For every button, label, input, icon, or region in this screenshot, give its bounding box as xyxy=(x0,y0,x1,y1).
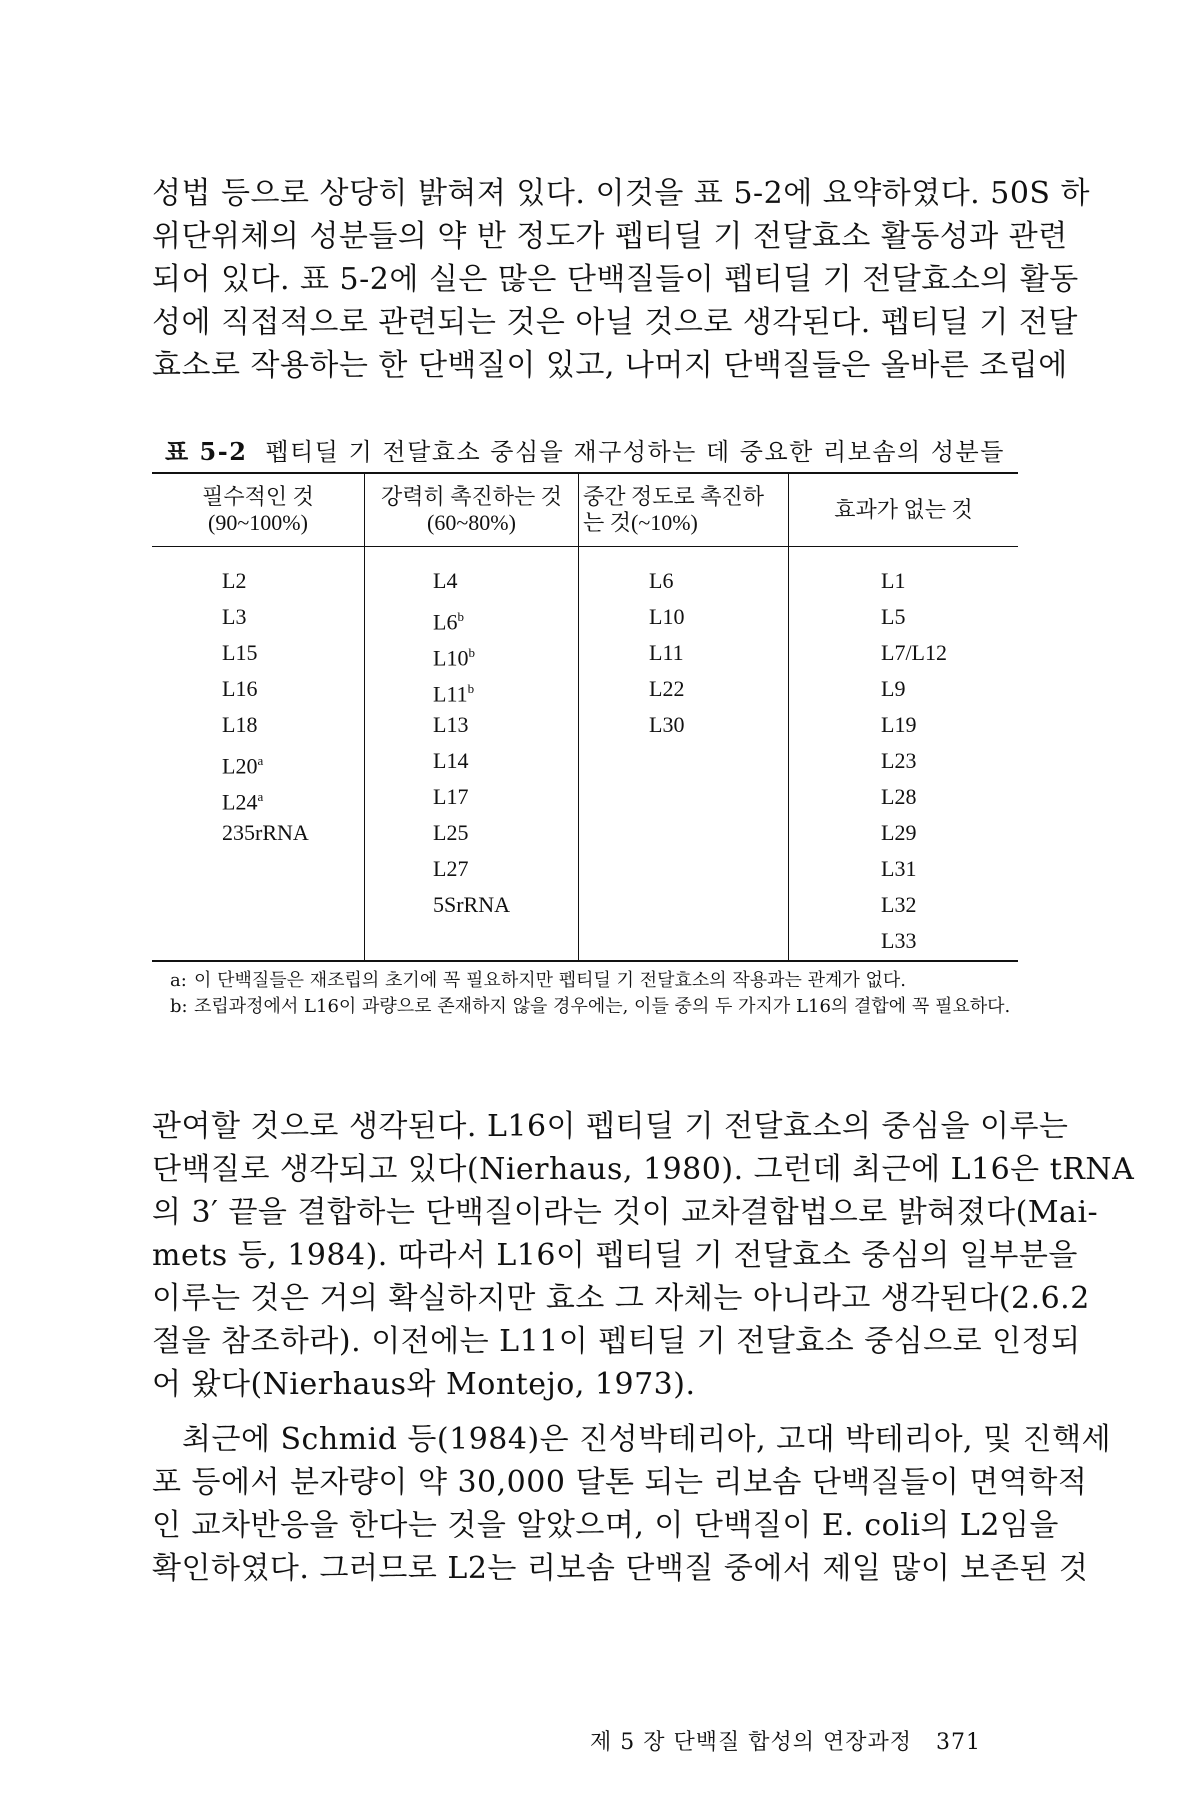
cell-text: L32 xyxy=(881,892,917,917)
table-cell xyxy=(579,707,788,743)
table-cell xyxy=(365,671,578,707)
cell-text: L2 xyxy=(222,568,247,593)
column-essential xyxy=(152,547,364,960)
cell-text: L19 xyxy=(881,712,917,737)
cell-text: L17 xyxy=(433,784,469,809)
cell-text: L14 xyxy=(433,748,469,773)
text-line: 위단위체의 성분들의 약 반 정도가 펩티딜 기 전달효소 활동성과 관련 xyxy=(152,219,1068,254)
cell-text: L18 xyxy=(222,712,258,737)
text-line: 성에 직접적으로 관련되는 것은 아닐 것으로 생각된다. 펩티딜 기 전달 xyxy=(152,305,1078,340)
table-cell xyxy=(789,563,1018,599)
table-caption-text: 펩티딜 기 전달효소 중심을 재구성하는 데 중요한 리보솜의 성분들 xyxy=(265,438,1005,466)
cell-text: 5SrRNA xyxy=(433,892,511,917)
text-line: 포 등에서 분자량이 약 30,000 달톤 되는 리보솜 단백질들이 면역학적 xyxy=(152,1465,1088,1500)
cell-text: L33 xyxy=(881,928,917,953)
cell-text: L6 xyxy=(649,568,674,593)
cell-text: L6 xyxy=(433,609,458,635)
cell-text: L10 xyxy=(433,645,469,671)
text-line: 어 왔다(Nierhaus와 Montejo, 1973). xyxy=(152,1367,696,1402)
table-footnotes xyxy=(170,968,1020,1020)
text-line: 인 교차반응을 한다는 것을 알았으며, 이 단백질이 E. coli의 L2임을 xyxy=(152,1508,1059,1543)
table-cell xyxy=(365,851,578,887)
header-line: 는 것(~10%) xyxy=(583,510,698,535)
table-body xyxy=(152,547,1018,960)
table-cell xyxy=(152,671,364,707)
cell-text: L15 xyxy=(222,640,258,665)
text-line: 의 3′ 끝을 결합하는 단백질이라는 것이 교차결합법으로 밝혀졌다(Mai- xyxy=(152,1195,1099,1230)
column-moderate xyxy=(578,547,788,960)
text-line: 절을 참조하라). 이전에는 L11이 펩티딜 기 전달효소 중심으로 인정되 xyxy=(152,1324,1081,1359)
table-cell xyxy=(789,635,1018,671)
table-cell xyxy=(152,743,364,779)
cell-text: L11 xyxy=(649,640,684,665)
header-line: 효과가 없는 것 xyxy=(834,497,973,522)
table-cell xyxy=(789,599,1018,635)
table-cell xyxy=(365,635,578,671)
header-line: 강력히 촉진하는 것 xyxy=(380,484,563,509)
text-line: 최근에 Schmid 등(1984)은 진성박테리아, 고대 박테리아, 및 진핵세 xyxy=(182,1422,1112,1457)
table-cell xyxy=(152,599,364,635)
footnote-marker: b xyxy=(467,681,475,696)
header-essential xyxy=(152,474,364,546)
table-cell xyxy=(789,815,1018,851)
text-line: 관여할 것으로 생각된다. L16이 펩티딜 기 전달효소의 중심을 이루는 xyxy=(152,1109,1069,1144)
text-line: 이루는 것은 거의 확실하지만 효소 그 자체는 아니라고 생각된다(2.6.2 xyxy=(152,1281,1090,1316)
footnote-mark: b: xyxy=(170,996,188,1017)
table-cell xyxy=(789,671,1018,707)
page-footer xyxy=(590,1725,981,1756)
header-line: (60~80%) xyxy=(427,510,516,535)
text-line: mets 등, 1984). 따라서 L16이 펩티딜 기 전달효소 중심의 일부분을 xyxy=(152,1238,1078,1273)
table-caption xyxy=(165,432,1005,467)
table-bottom-rule xyxy=(152,960,1018,962)
table-cell xyxy=(365,563,578,599)
cell-text: L28 xyxy=(881,784,917,809)
table-cell xyxy=(789,743,1018,779)
table-cell xyxy=(789,887,1018,923)
table-cell xyxy=(365,599,578,635)
cell-text: L25 xyxy=(433,820,469,845)
column-strong xyxy=(364,547,578,960)
cell-text: L30 xyxy=(649,712,685,737)
paragraph-bottom xyxy=(152,1105,1135,1590)
cell-text: L24 xyxy=(222,789,258,815)
column-no-effect xyxy=(788,547,1018,960)
footnote-marker: a xyxy=(257,789,264,804)
paragraph-top xyxy=(152,172,1090,387)
table-cell xyxy=(789,779,1018,815)
table-cell xyxy=(789,923,1018,959)
table-cell xyxy=(152,815,364,851)
chapter-title: 제 5 장 단백질 합성의 연장과정 xyxy=(590,1730,912,1755)
footnote-marker: a xyxy=(257,753,264,768)
header-line: 필수적인 것 xyxy=(202,484,314,509)
header-line: 중간 정도로 촉진하 xyxy=(583,484,765,509)
cell-text: L4 xyxy=(433,568,458,593)
header-strong xyxy=(364,474,578,546)
text-line: 단백질로 생각되고 있다(Nierhaus, 1980). 그런데 최근에 L16은 tRNA xyxy=(152,1152,1135,1187)
table-cell xyxy=(152,635,364,671)
paragraph-gap xyxy=(152,1406,1018,1418)
cell-text: L27 xyxy=(433,856,469,881)
table-cell xyxy=(789,851,1018,887)
cell-text: L29 xyxy=(881,820,917,845)
cell-text: 235rRNA xyxy=(222,820,309,845)
text-line: 되어 있다. 표 5-2에 실은 많은 단백질들이 펩티딜 기 전달효소의 활동 xyxy=(152,262,1079,297)
cell-text: L16 xyxy=(222,676,258,701)
table-cell xyxy=(579,563,788,599)
cell-text: L1 xyxy=(881,568,906,593)
footnote-marker: b xyxy=(468,645,475,660)
cell-text: L23 xyxy=(881,748,917,773)
footnote-a xyxy=(170,968,1020,994)
table-cell xyxy=(152,779,364,815)
table-header-row xyxy=(152,474,1018,546)
table-cell xyxy=(579,671,788,707)
table-cell xyxy=(789,707,1018,743)
cell-text: L5 xyxy=(881,604,906,629)
cell-text: L10 xyxy=(649,604,685,629)
cell-text: L22 xyxy=(649,676,685,701)
table-cell xyxy=(365,743,578,779)
table-cell xyxy=(152,563,364,599)
table-cell xyxy=(365,887,578,923)
footnote-text: 이 단백질들은 재조립의 초기에 꼭 필요하지만 펩티딜 기 전달효소의 작용과는 관계가 없다. xyxy=(194,970,907,991)
table-cell xyxy=(152,707,364,743)
footnote-mark: a: xyxy=(170,970,187,991)
page-number: 371 xyxy=(936,1730,981,1755)
cell-text: L31 xyxy=(881,856,917,881)
table-cell xyxy=(579,599,788,635)
cell-text: L13 xyxy=(433,712,469,737)
footnote-marker: b xyxy=(457,609,464,624)
table-cell xyxy=(579,635,788,671)
table-cell xyxy=(365,707,578,743)
cell-text: L7/L12 xyxy=(881,640,947,665)
table-cell xyxy=(365,815,578,851)
header-moderate xyxy=(578,474,788,546)
text-line: 성법 등으로 상당히 밝혀져 있다. 이것을 표 5-2에 요약하였다. 50S 하 xyxy=(152,176,1090,211)
cell-text: L9 xyxy=(881,676,906,701)
cell-text: L11 xyxy=(433,681,468,707)
ribosome-components-table xyxy=(152,472,1018,962)
cell-text: L20 xyxy=(222,753,258,779)
table-caption-number: 표 5-2 xyxy=(165,437,248,466)
footnote-text: 조립과정에서 L16이 과량으로 존재하지 않을 경우에는, 이들 중의 두 가지가 L16의 결합에 꼭 필요하다. xyxy=(194,996,1011,1017)
header-line: (90~100%) xyxy=(208,510,308,535)
text-line: 효소로 작용하는 한 단백질이 있고, 나머지 단백질들은 올바른 조립에 xyxy=(152,348,1068,383)
header-no-effect xyxy=(788,474,1018,546)
footnote-b xyxy=(170,994,1020,1020)
text-line: 확인하였다. 그러므로 L2는 리보솜 단백질 중에서 제일 많이 보존된 것 xyxy=(152,1551,1089,1586)
cell-text: L3 xyxy=(222,604,247,629)
table-cell xyxy=(365,779,578,815)
